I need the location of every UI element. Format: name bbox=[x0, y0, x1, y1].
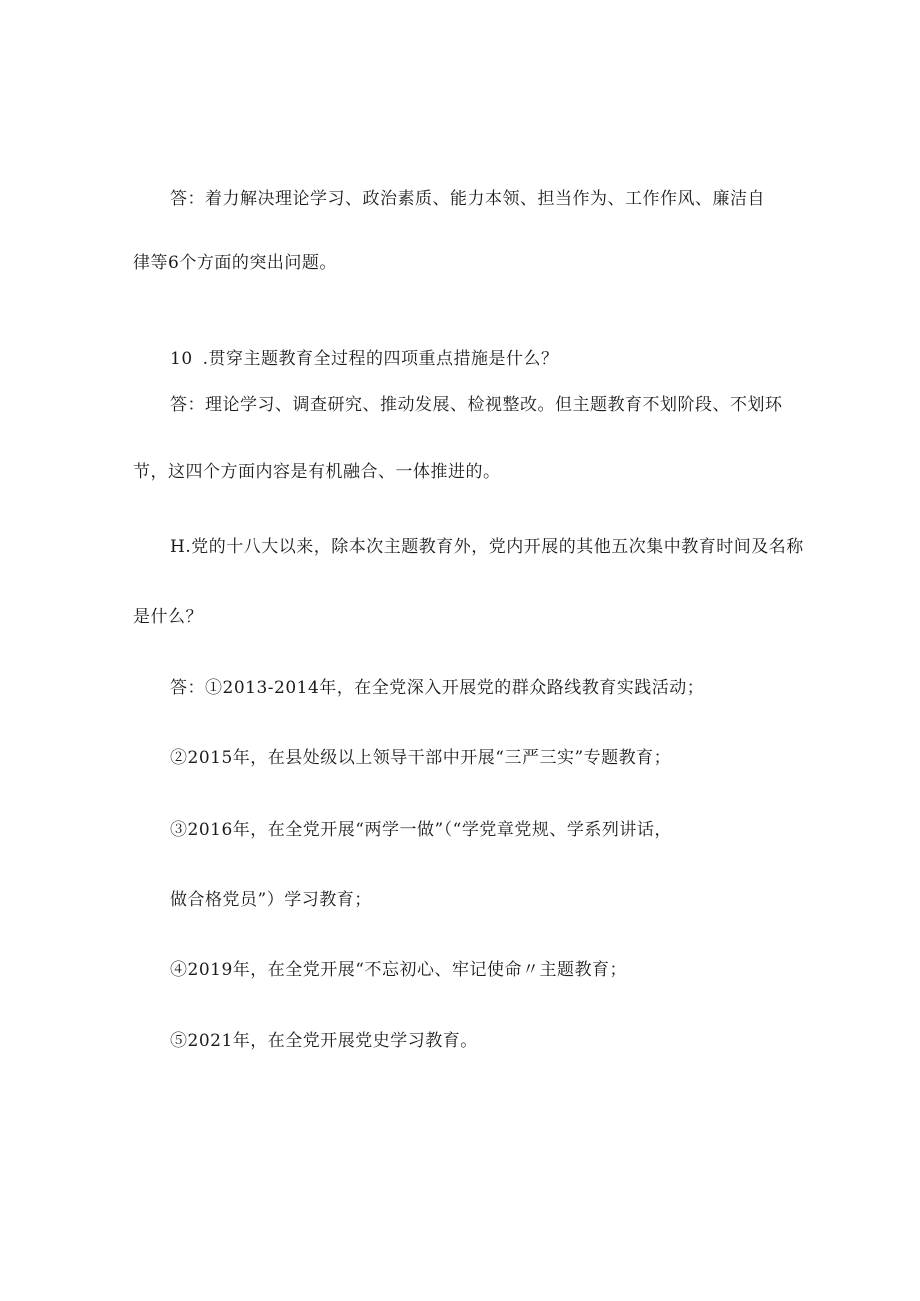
answer-9-line-2: 律等6个方面的突出问题。 bbox=[133, 253, 337, 273]
answer-11-item-5: ⑤2021年，在全党开展党史学习教育。 bbox=[170, 1031, 478, 1051]
question-10 bbox=[170, 347, 559, 371]
question-11-line-2: 是什么？ bbox=[133, 607, 203, 627]
answer-11-item-4: ④2019年，在全党开展“不忘初心、牢记使命〃主题教育； bbox=[170, 960, 627, 980]
question-10-text: .贯穿主题教育全过程的四项重点措施是什么？ bbox=[202, 349, 559, 369]
question-10-number: 10 bbox=[170, 349, 193, 369]
answer-9-line-1: 答：着力解决理论学习、政治素质、能力本领、担当作为、工作作风、廉洁自 bbox=[170, 189, 765, 209]
answer-10-line-2: 节，这四个方面内容是有机融合、一体推进的。 bbox=[133, 462, 501, 482]
answer-11-item-2: ②2015年，在县处级以上领导干部中开展“三严三实”专题教育； bbox=[170, 748, 672, 768]
answer-11-item-1: 答：①2013-2014年，在全党深入开展党的群众路线教育实践活动； bbox=[170, 678, 705, 698]
answer-10-line-1: 答：理论学习、调查研究、推动发展、检视整改。但主题教育不划阶段、不划环 bbox=[170, 395, 783, 415]
answer-11-item-3-line-1: ③2016年，在全党开展“两学一做”（“学党章党规、学系列讲话， bbox=[170, 820, 672, 840]
question-11-line-1: H.党的十八大以来，除本次主题教育外，党内开展的其他五次集中教育时间及名称 bbox=[170, 537, 804, 557]
answer-11-item-3-line-2: 做合格党员”）学习教育； bbox=[170, 890, 372, 910]
